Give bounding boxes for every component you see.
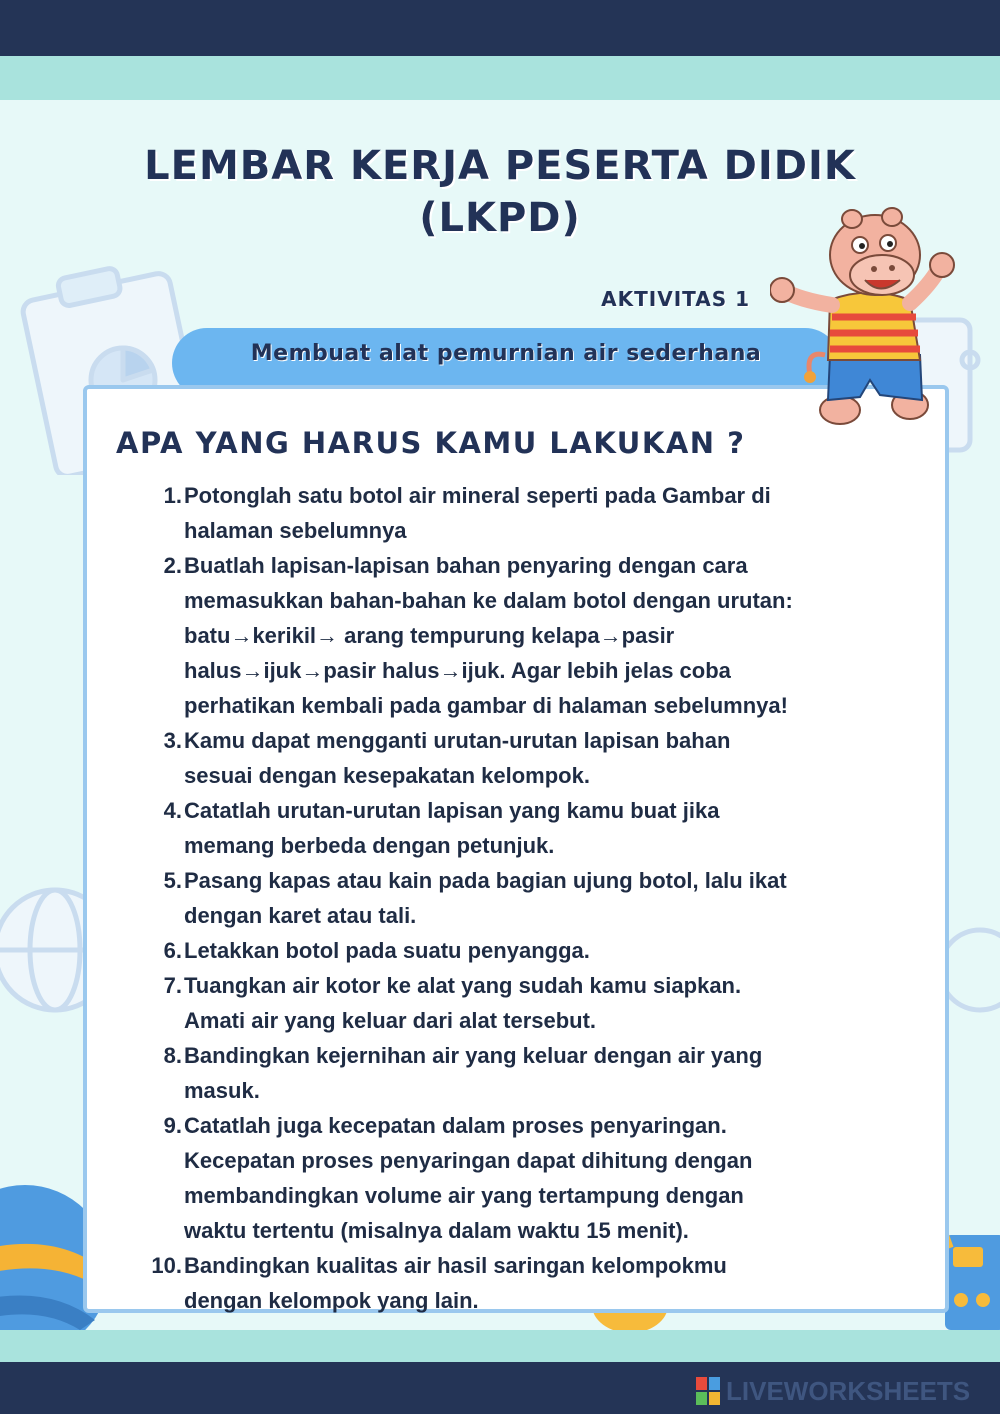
step-item (136, 933, 896, 968)
step-text: Bandingkan kejernihan air yang keluar dengan air yang masuk. (184, 1043, 763, 1103)
hippo-mascot-illustration (770, 205, 960, 430)
bottom-accent-band (0, 1330, 1000, 1362)
step-number: 7. (163, 973, 182, 998)
step-number: 2. (163, 553, 182, 578)
step-item (136, 793, 896, 863)
step-item (136, 1108, 896, 1248)
step-text: Pasang kapas atau kain pada bagian ujung botol, lalu ikat dengan karet atau tali. (184, 868, 787, 928)
watermark-text: LIVEWORKSHEETS (726, 1375, 971, 1406)
step-number: 3. (163, 728, 182, 753)
step-item (136, 548, 896, 723)
top-band (0, 0, 1000, 56)
step-item (136, 863, 896, 933)
step-item (136, 1038, 896, 1108)
step-item (136, 968, 896, 1038)
step-text: Catatlah urutan-urutan lapisan yang kamu buat jika memang berbeda dengan petunjuk. (184, 798, 720, 858)
step-text: Buatlah lapisan-lapisan bahan penyaring dengan cara memasukkan bahan-bahan ke dalam botol dengan urutan: batu→kerikil→ arang tempurung kelapa→pasir halus→ijuk→pasir halus→ijuk. Agar lebih jelas coba perhatikan kembali pada gambar di halaman sebelumnya! (184, 553, 793, 718)
step-number: 5. (163, 868, 182, 893)
liveworksheets-logo-icon (696, 1377, 720, 1405)
step-text: Letakkan botol pada suatu penyangga. (184, 938, 590, 963)
step-number: 6. (163, 938, 182, 963)
title-line-2: (LKPD) (419, 195, 581, 241)
liveworksheets-watermark[interactable] (696, 1376, 996, 1406)
steps-list (136, 478, 896, 1318)
step-number: 9. (163, 1113, 182, 1138)
step-number: 10. (151, 1253, 182, 1278)
top-accent-band (0, 56, 1000, 100)
step-number: 8. (163, 1043, 182, 1068)
step-number: 4. (163, 798, 182, 823)
step-text: Catatlah juga kecepatan dalam proses penyaringan. Kecepatan proses penyaringan dapat dihitung dengan membandingkan volume air yang tertampung dengan waktu tertentu (misalnya dalam waktu 15 menit). (184, 1113, 753, 1243)
activity-subtitle: Membuat alat pemurnian air sederhana (250, 341, 762, 366)
activity-label: AKTIVITAS 1 (601, 287, 750, 311)
title-line-1: LEMBAR KERJA PESERTA DIDIK (144, 143, 856, 189)
step-item (136, 478, 896, 548)
step-item (136, 1248, 896, 1318)
step-text: Bandingkan kualitas air hasil saringan kelompokmu dengan kelompok yang lain. (184, 1253, 727, 1313)
step-number: 1. (163, 483, 182, 508)
section-heading: APA YANG HARUS KAMU LAKUKAN ? (116, 426, 746, 460)
step-text: Kamu dapat mengganti urutan-urutan lapisan bahan sesuai dengan kesepakatan kelompok. (184, 728, 731, 788)
step-item (136, 723, 896, 793)
step-text: Potonglah satu botol air mineral seperti pada Gambar di halaman sebelumnya (184, 483, 771, 543)
step-text: Tuangkan air kotor ke alat yang sudah kamu siapkan. Amati air yang keluar dari alat tersebut. (184, 973, 742, 1033)
